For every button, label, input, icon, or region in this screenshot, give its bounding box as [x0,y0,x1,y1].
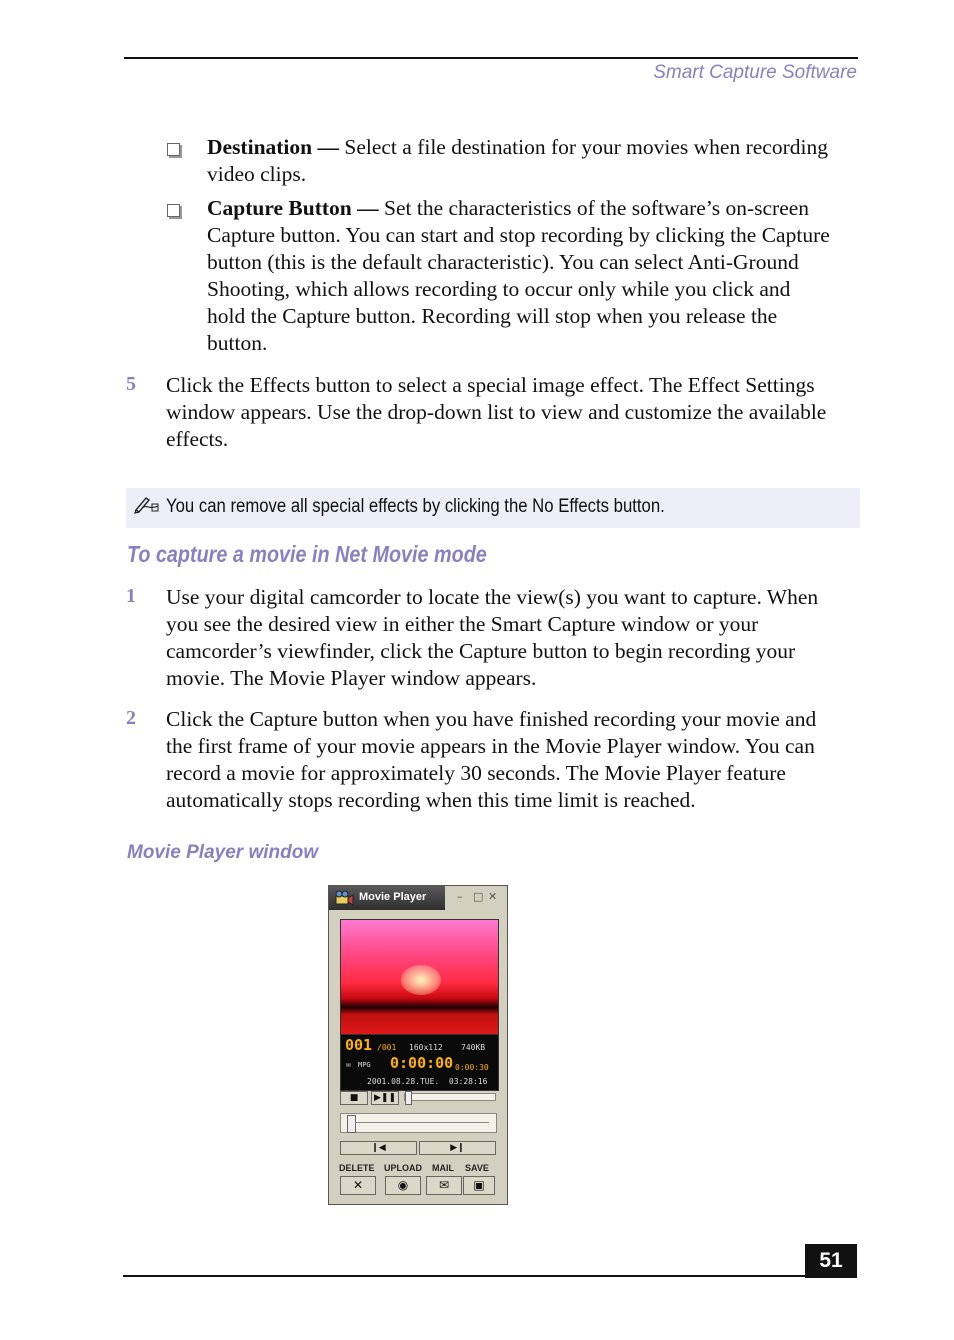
timestamp: 2001.08.28.TUE. 03:28:16 [367,1077,488,1086]
movie-player-window [328,885,508,1205]
play-pause-button[interactable]: ▶❚❚ [371,1091,399,1105]
stop-button[interactable]: ■ [340,1091,368,1105]
mail-label: MAIL [432,1163,454,1173]
bullet-destination: Destination — Select a file destination for your movies when recording video clips. [207,135,828,186]
minimize-button[interactable]: – [457,890,463,903]
upload-button[interactable] [385,1176,421,1195]
checkbox-bullet-icon [167,143,180,156]
delete-button[interactable] [340,1176,376,1195]
seek-slider[interactable] [340,1113,497,1133]
note-box [126,488,860,528]
bullet-capture-button: Capture Button — Set the characteristics of the software’s on-screen Capture button. You can start and stop recording by clicking the Capture button (this is the default characteristic). You can select Anti-Ground Shooting, which allows recording to occur only while you click and hold the Capture button. Recording will stop when you release the button. [207,196,830,355]
window-title: Movie Player [359,891,427,903]
maximize-button[interactable]: □ [473,890,484,903]
sunset-glow [401,965,441,995]
bullet-term: Destination — [207,135,339,159]
resolution: 160x112 [409,1043,443,1052]
file-size: 740KB [461,1043,486,1052]
step-1-text: Use your digital camcorder to locate the view(s) you want to capture. When you see the desired view in either the Smart Capture window or your camcorder’s viewfinder, click the Capture button to begin recording your movie. The Movie Player window appears. [166,585,819,690]
note-text: You can remove all special effects by clicking the No Effects button. [166,496,665,517]
file-format: MPG [358,1061,371,1069]
next-frame-button[interactable]: ▶❙ [419,1141,496,1155]
frame-total: /001 [377,1043,397,1052]
upload-label: UPLOAD [384,1163,422,1173]
duration: 0:00:30 [455,1063,489,1072]
header-rule [124,57,858,59]
title-bar [329,886,507,910]
video-preview [340,919,499,1036]
step-2-text: Click the Capture button when you have finished recording your movie and the first frame of your movie appears in the Movie Player window. You can record a movie for approximately 30 seconds. The Movie Player feature automatically stops recording when this time limit is reached. [166,707,817,812]
step-number: 2 [126,707,136,729]
delete-icon: ✕ [352,1178,364,1192]
bullet-term: Capture Button — [207,196,379,220]
camera-app-icon [334,889,354,907]
current-time: 0:00:00 [390,1054,454,1072]
mail-icon: ✉ [438,1178,450,1192]
step-number: 1 [126,585,136,607]
previous-frame-button[interactable]: ❙◀ [340,1141,417,1155]
section-heading: To capture a movie in Net Movie mode [127,541,487,567]
figure-caption: Movie Player window [127,842,319,863]
pencil-note-icon [134,494,160,514]
step-number: 5 [126,373,136,395]
info-display [340,1034,499,1091]
save-button[interactable] [463,1176,495,1195]
page-number: 51 [805,1244,857,1278]
footer-rule [123,1275,857,1277]
window-controls [445,886,507,910]
volume-slider-thumb[interactable] [405,1091,412,1105]
delete-label: DELETE [339,1163,375,1173]
checkbox-bullet-icon [167,204,180,217]
mail-button[interactable] [426,1176,462,1195]
running-header: Smart Capture Software [653,62,857,83]
close-button[interactable]: ✕ [488,890,498,903]
save-label: SAVE [465,1163,489,1173]
step-5-text: Click the Effects button to select a special image effect. The Effect Settings window appears. Use the drop-down list to view and customize the available effects. [166,373,827,451]
volume-slider[interactable] [404,1093,496,1101]
frame-counter: 001 [345,1036,373,1054]
seek-track [355,1122,489,1123]
mail-format-icon: ✉ [346,1060,351,1069]
globe-icon: ◉ [397,1178,409,1192]
seek-slider-thumb[interactable] [347,1115,356,1133]
floppy-disk-icon: ▣ [473,1178,485,1192]
